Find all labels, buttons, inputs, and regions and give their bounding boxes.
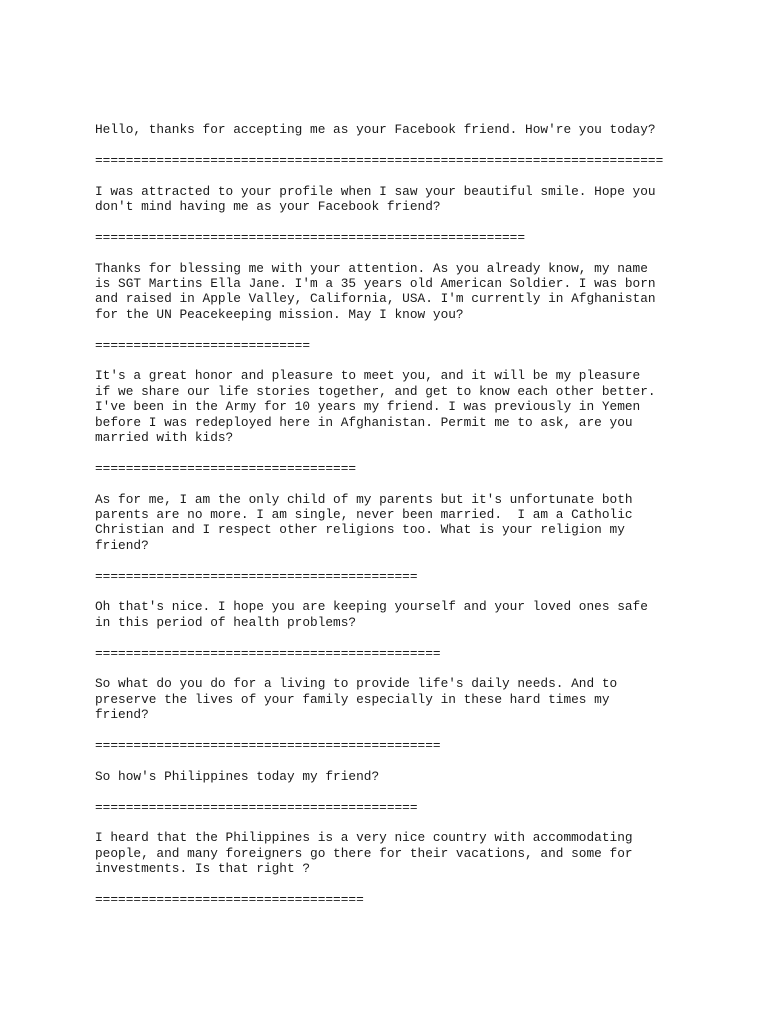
text-line: for the UN Peacekeeping mission. May I know you? bbox=[95, 306, 464, 322]
text-line: in this period of health problems? bbox=[95, 614, 357, 630]
separator-line: =================================== bbox=[95, 892, 364, 908]
message-paragraph bbox=[95, 261, 695, 323]
separator-line: ========================================== bbox=[95, 799, 418, 815]
text-line: Hello, thanks for accepting me as your Facebook friend. How're you today? bbox=[95, 122, 656, 137]
text-line: before I was redeployed here in Afghanistan. Permit me to ask, are you bbox=[95, 414, 633, 430]
document-body bbox=[95, 122, 695, 923]
message-paragraph bbox=[95, 830, 695, 876]
text-line: is SGT Martins Ella Jane. I'm a 35 years old American Soldier. I was born bbox=[95, 276, 656, 291]
separator-line: ======================================================== bbox=[95, 229, 526, 245]
text-line: Christian and I respect other religions too. What is your religion my bbox=[95, 522, 625, 538]
separator-line: ================================== bbox=[95, 460, 357, 476]
text-line: So how's Philippines today my friend? bbox=[95, 768, 380, 784]
text-line: if we share our life stories together, and get to know each other better. bbox=[95, 383, 656, 399]
text-line: As for me, I am the only child of my parents but it's unfortunate both bbox=[95, 491, 633, 507]
text-line: married with kids? bbox=[95, 430, 234, 446]
text-line: and raised in Apple Valley, California, USA. I'm currently in Afghanistan bbox=[95, 291, 656, 307]
text-line: friend? bbox=[95, 537, 149, 553]
text-line: I've been in the Army for 10 years my friend. I was previously in Yemen bbox=[95, 399, 641, 415]
text-line: I heard that the Philippines is a very nice country with accommodating bbox=[95, 830, 633, 846]
text-line: It's a great honor and pleasure to meet you, and it will be my pleasure bbox=[95, 368, 641, 384]
text-line: I was attracted to your profile when I saw your beautiful smile. Hope you bbox=[95, 183, 656, 199]
text-line: So what do you do for a living to provide life's daily needs. And to bbox=[95, 676, 618, 692]
separator-line: ========================================================================== bbox=[95, 152, 664, 168]
text-line: Oh that's nice. I hope you are keeping yourself and your loved ones safe bbox=[95, 599, 648, 615]
text-line: parents are no more. I am single, never been married. I am a Catholic bbox=[95, 507, 633, 523]
message-paragraph bbox=[95, 368, 695, 445]
text-line: preserve the lives of your family especially in these hard times my bbox=[95, 691, 610, 707]
message-paragraph bbox=[95, 599, 695, 630]
separator-line: ============================================= bbox=[95, 645, 441, 661]
text-line: friend? bbox=[95, 707, 149, 723]
text-line: investments. Is that right ? bbox=[95, 861, 311, 877]
separator-line: ============================ bbox=[95, 337, 311, 353]
text-line: don't mind having me as your Facebook friend? bbox=[95, 199, 441, 214]
message-paragraph bbox=[95, 122, 695, 137]
message-paragraph bbox=[95, 184, 695, 215]
separator-line: ========================================== bbox=[95, 568, 418, 584]
message-paragraph bbox=[95, 769, 695, 784]
separator-line: ============================================= bbox=[95, 738, 441, 754]
message-paragraph bbox=[95, 492, 695, 554]
text-line: people, and many foreigners go there for their vacations, and some for bbox=[95, 845, 633, 861]
text-line: Thanks for blessing me with your attention. As you already know, my name bbox=[95, 260, 648, 276]
message-paragraph bbox=[95, 676, 695, 722]
